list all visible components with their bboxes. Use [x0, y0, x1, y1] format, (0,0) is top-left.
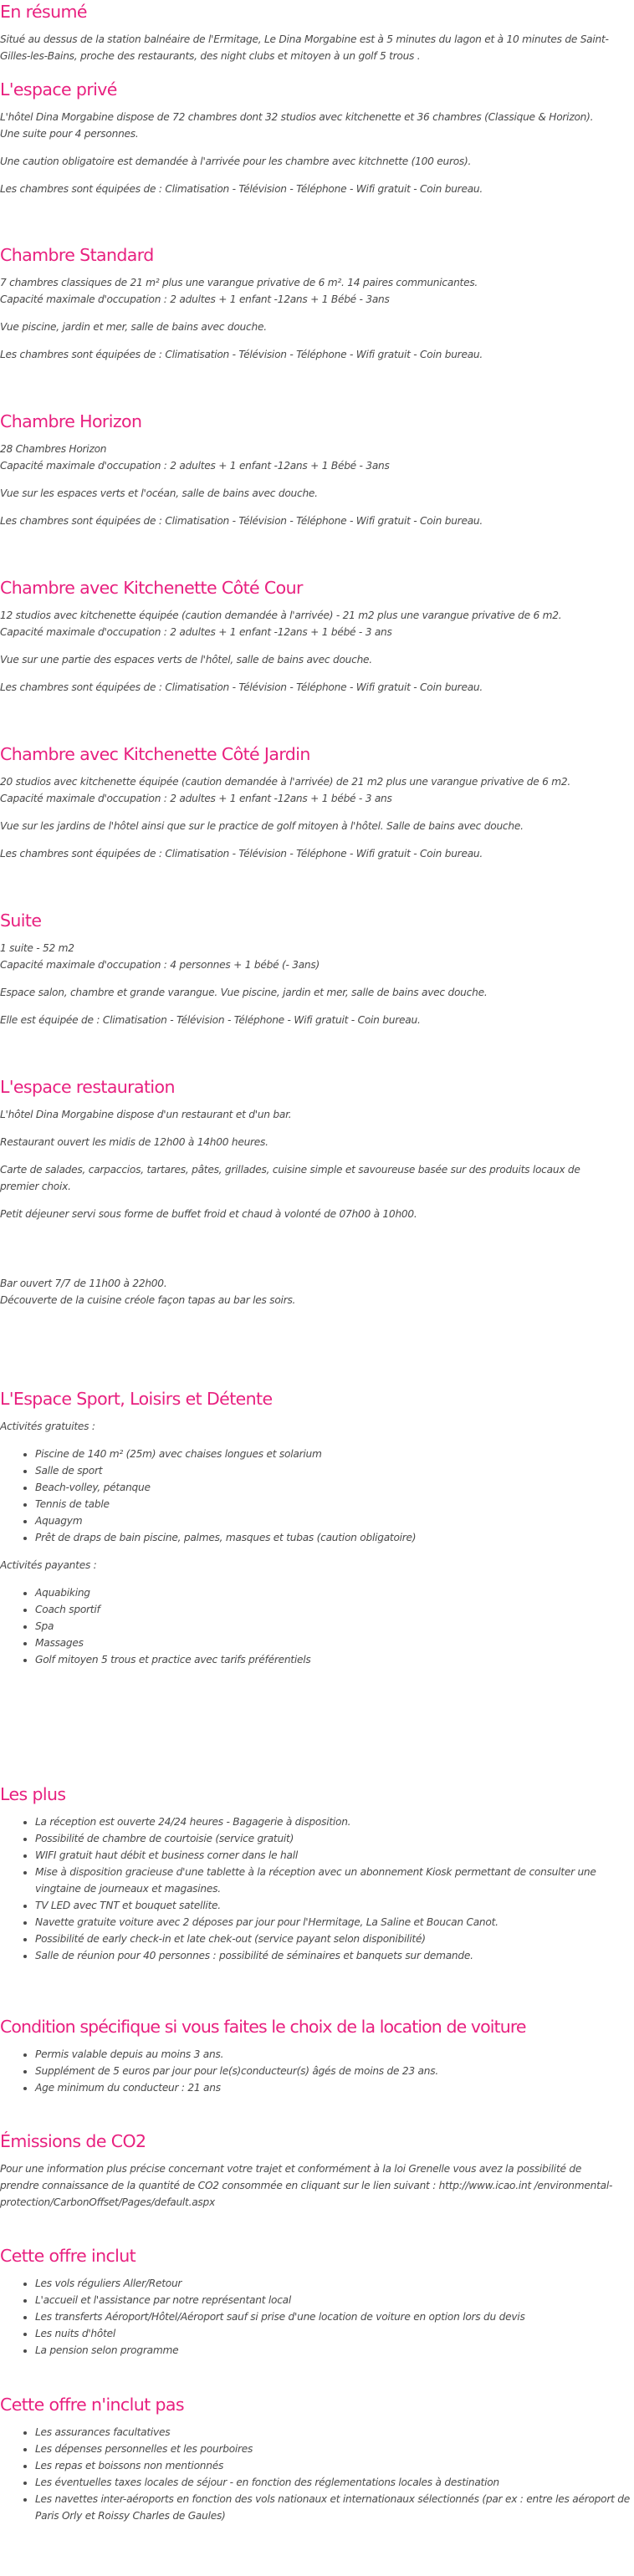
suite-text-1a: 1 suite - 52 m2: [0, 942, 74, 954]
list-item: • Les dépenses personnelles et les pourboires: [35, 2441, 634, 2457]
list-item: • Navette gratuite voiture avec 2 déposes par jour pour l'Hermitage, La Saline et Boucan Canot.: [35, 1914, 634, 1931]
section-kitchenette-court: [0, 576, 634, 742]
list-item: • Coach sportif: [35, 1601, 634, 1618]
garden-text-3: Les chambres sont équipées de : Climatisation - Télévision - Téléphone - Wifi gratuit - Coin bureau.: [0, 848, 483, 860]
bar-text-1: Bar ouvert 7/7 de 11h00 à 22h00.: [0, 1278, 167, 1289]
list-item: • Les assurances facultatives: [35, 2424, 634, 2441]
restaurant-text-4: Petit déjeuner servi sous forme de buffet froid et chaud à volonté de 07h00 à 10h00.: [0, 1208, 417, 1220]
paid-activities-label: Activités payantes :: [0, 1559, 97, 1571]
free-activities-list: [0, 1446, 634, 1546]
standard-text-3: Les chambres sont équipées de : Climatisation - Télévision - Téléphone - Wifi gratuit - Coin bureau.: [0, 349, 483, 360]
list-item: • Les transferts Aéroport/Hôtel/Aéroport sauf si prise d'une location de voiture en option lors du devis: [35, 2308, 634, 2325]
section-title: Cette offre n'inclut pas: [0, 2395, 184, 2415]
list-item: • Les nuits d'hôtel: [35, 2325, 634, 2342]
section-extras: [0, 1783, 634, 2015]
court-text-1b: Capacité maximale d'occupation : 2 adultes + 1 enfant -12ans + 1 bébé - 3 ans: [0, 626, 392, 638]
horizon-text-1b: Capacité maximale d'occupation : 2 adultes + 1 enfant -12ans + 1 Bébé - 3ans: [0, 460, 390, 472]
section-private-space: [0, 78, 634, 243]
summary-text: Situé au dessus de la station balnéaire de l'Ermitage, Le Dina Morgabine est à 5 minutes du lagon et à 10 minutes de Saint-Gilles-les-Bains, proche des restaurants, des night clubs et mitoyen à un golf 5 trous .: [0, 33, 609, 62]
section-kitchenette-garden: [0, 742, 634, 909]
section-suite: [0, 909, 634, 1075]
standard-text-1a: 7 chambres classiques de 21 m² plus une varangue privative de 6 m². 14 paires communicantes.: [0, 277, 478, 288]
list-item: • Beach-volley, pétanque: [35, 1479, 634, 1496]
list-item: • Salle de réunion pour 40 personnes : possibilité de séminaires et banquets sur demande.: [35, 1947, 634, 1964]
garden-text-2: Vue sur les jardins de l'hôtel ainsi que sur le practice de golf mitoyen à l'hôtel. Salle de bains avec douche.: [0, 820, 524, 832]
standard-text-1b: Capacité maximale d'occupation : 2 adultes + 1 enfant -12ans + 1 Bébé - 3ans: [0, 293, 390, 305]
section-includes: [0, 2244, 634, 2393]
court-text-1a: 12 studios avec kitchenette équipée (caution demandée à l'arrivée) - 21 m2 plus une varangue privative de 6 m2.: [0, 610, 562, 621]
section-title: Cette offre inclut: [0, 2246, 136, 2266]
section-title: Chambre avec Kitchenette Côté Cour: [0, 578, 303, 598]
list-item: • Permis valable depuis au moins 3 ans.: [35, 2046, 634, 2063]
court-text-3: Les chambres sont équipées de : Climatisation - Télévision - Téléphone - Wifi gratuit - Coin bureau.: [0, 681, 483, 693]
paid-activities-list: [0, 1584, 634, 1668]
section-sport-leisure: [0, 1387, 634, 1783]
list-item: • WIFI gratuit haut débit et business corner dans le hall: [35, 1847, 634, 1864]
list-item: • Piscine de 140 m² (25m) avec chaises longues et solarium: [35, 1446, 634, 1462]
extras-list: [0, 1813, 634, 1964]
list-item: • Mise à disposition gracieuse d'une tablette à la réception avec un abonnement Kiosk permettant de consulter une vingtaine de journeaux et magasines.: [35, 1864, 634, 1897]
section-summary: [0, 0, 634, 78]
list-item: • Les repas et boissons non mentionnés: [35, 2457, 634, 2474]
private-text-3: Les chambres sont équipées de : Climatisation - Télévision - Téléphone - Wifi gratuit - Coin bureau.: [0, 183, 483, 195]
section-title: Chambre Standard: [0, 245, 154, 265]
suite-text-1b: Capacité maximale d'occupation : 4 personnes + 1 bébé (- 3ans): [0, 959, 320, 971]
private-text-1b: Une suite pour 4 personnes.: [0, 128, 139, 140]
bar-text-2: Découverte de la cuisine créole façon tapas au bar les soirs.: [0, 1294, 296, 1306]
list-item: • Aquagym: [35, 1512, 634, 1529]
section-horizon-room: [0, 410, 634, 576]
section-title: Condition spécifique si vous faites le choix de la location de voiture: [0, 2017, 526, 2037]
suite-text-2: Espace salon, chambre et grande varangue. Vue piscine, jardin et mer, salle de bains avec douche.: [0, 987, 488, 998]
list-item: • TV LED avec TNT et bouquet satellite.: [35, 1897, 634, 1914]
private-text-2: Une caution obligatoire est demandée à l'arrivée pour les chambre avec kitchnette (100 euros).: [0, 156, 472, 167]
restaurant-text-2: Restaurant ouvert les midis de 12h00 à 14h00 heures.: [0, 1136, 268, 1148]
list-item: • Possibilité de early check-in et late chek-out (service payant selon disponibilité): [35, 1931, 634, 1947]
section-co2: [0, 2130, 634, 2244]
restaurant-text-3: Carte de salades, carpaccios, tartares, pâtes, grillades, cuisine simple et savoureuse basée sur des produits locaux de premier choix.: [0, 1164, 580, 1192]
garden-text-1b: Capacité maximale d'occupation : 2 adultes + 1 enfant -12ans + 1 bébé - 3 ans: [0, 793, 392, 804]
list-item: • Salle de sport: [35, 1462, 634, 1479]
section-title: Suite: [0, 911, 42, 931]
court-text-2: Vue sur une partie des espaces verts de l'hôtel, salle de bains avec douche.: [0, 654, 372, 666]
section-title: Chambre Horizon: [0, 411, 142, 431]
section-title: L'espace privé: [0, 79, 117, 99]
restaurant-text-1: L'hôtel Dina Morgabine dispose d'un restaurant et d'un bar.: [0, 1109, 292, 1120]
section-title: Les plus: [0, 1784, 66, 1804]
horizon-text-3: Les chambres sont équipées de : Climatisation - Télévision - Téléphone - Wifi gratuit - Coin bureau.: [0, 515, 483, 527]
section-standard-room: [0, 243, 634, 410]
garden-text-1a: 20 studios avec kitchenette équipée (caution demandée à l'arrivée) de 21 m2 plus une varangue privative de 6 m2.: [0, 776, 571, 788]
includes-list: [0, 2275, 634, 2359]
suite-text-3: Elle est équipée de : Climatisation - Télévision - Téléphone - Wifi gratuit - Coin bureau.: [0, 1014, 421, 1026]
list-item: • La réception est ouverte 24/24 heures - Bagagerie à disposition.: [35, 1813, 634, 1830]
list-item: • Golf mitoyen 5 trous et practice avec tarifs préférentiels: [35, 1651, 634, 1668]
private-text-1a: L'hôtel Dina Morgabine dispose de 72 chambres dont 32 studios avec kitchenette et 36 chambres (Classique & Horizon).: [0, 111, 594, 123]
list-item: • Age minimum du conducteur : 21 ans: [35, 2079, 634, 2096]
list-item: • L'accueil et l'assistance par notre représentant local: [35, 2292, 634, 2308]
section-title: L'Espace Sport, Loisirs et Détente: [0, 1389, 273, 1409]
horizon-text-2: Vue sur les espaces verts et l'océan, salle de bains avec douche.: [0, 487, 318, 499]
free-activities-label: Activités gratuites :: [0, 1421, 95, 1432]
section-excludes: [0, 2393, 634, 2560]
section-title: L'espace restauration: [0, 1077, 175, 1097]
section-restaurant: [0, 1075, 634, 1387]
list-item: • Tennis de table: [35, 1496, 634, 1512]
car-rental-list: [0, 2046, 634, 2096]
co2-text: Pour une information plus précise concernant votre trajet et conformément à la loi Grenelle vous avez la possibilité de prendre connaissance de la quantité de CO2 consommée en cliquant sur le lien suivant : http://www.icao.int /environmental-protection/CarbonOffset/Pages/default.aspx: [0, 2163, 613, 2208]
list-item: • Massages: [35, 1635, 634, 1651]
section-title: Chambre avec Kitchenette Côté Jardin: [0, 744, 310, 764]
list-item: • Les éventuelles taxes locales de séjour - en fonction des réglementations locales à destination: [35, 2474, 634, 2491]
horizon-text-1a: 28 Chambres Horizon: [0, 443, 107, 455]
list-item: • Supplément de 5 euros par jour pour le(s)conducteur(s) âgés de moins de 23 ans.: [35, 2063, 634, 2079]
section-title: En résumé: [0, 2, 87, 22]
section-title: Émissions de CO2: [0, 2131, 146, 2151]
list-item: • Les vols réguliers Aller/Retour: [35, 2275, 634, 2292]
list-item: • Aquabiking: [35, 1584, 634, 1601]
section-car-rental: [0, 2015, 634, 2130]
list-item: • Prêt de draps de bain piscine, palmes, masques et tubas (caution obligatoire): [35, 1529, 634, 1546]
excludes-list: [0, 2424, 634, 2524]
standard-text-2: Vue piscine, jardin et mer, salle de bains avec douche.: [0, 321, 267, 333]
list-item: • Possibilité de chambre de courtoisie (service gratuit): [35, 1830, 634, 1847]
list-item: • Les navettes inter-aéroports en fonction des vols nationaux et internationaux sélectionnés (par ex : entre les aéroport de Paris Orly et Roissy Charles de Gaules): [35, 2491, 634, 2524]
list-item: • La pension selon programme: [35, 2342, 634, 2359]
list-item: • Spa: [35, 1618, 634, 1635]
